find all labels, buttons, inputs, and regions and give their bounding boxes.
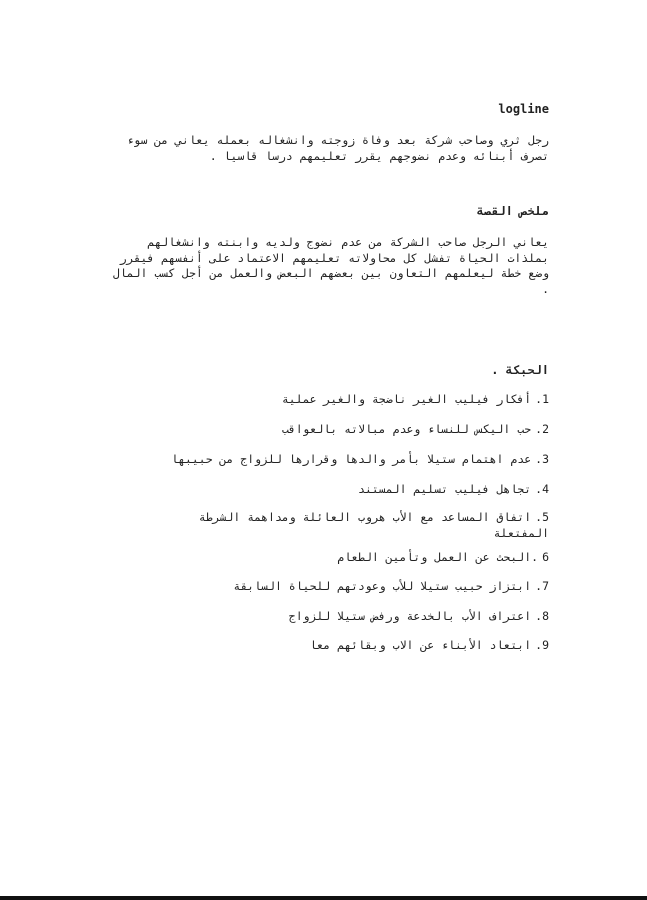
plot-item	[149, 392, 549, 408]
plot-item	[149, 638, 549, 654]
plot-item	[149, 510, 549, 541]
plot-item-number: 4.	[535, 482, 549, 496]
page-bottom-edge	[0, 896, 647, 900]
plot-item	[149, 482, 549, 498]
logline-heading: logline	[498, 102, 549, 116]
plot-item-number: 6	[542, 550, 549, 564]
plot-item-text: أفكار فيليب الغير ناضجة والغير عملية	[281, 392, 532, 406]
plot-item-number: 1.	[535, 392, 549, 406]
plot-section	[99, 362, 549, 662]
plot-item-text: اتفاق المساعد مع الأب هروب العائلة ومداهمة الشرطة المفتعلة	[198, 510, 549, 540]
plot-item-number: 3.	[535, 452, 549, 466]
plot-item	[149, 422, 549, 438]
plot-item-text: تجاهل فيليب تسليم المستند	[358, 482, 532, 496]
summary-text: يعاني الرجل صاحب الشركة من عدم نضوج ولديه وابنته وانشغالهم بملذات الحياة تفشل كل محاولاته تعليمهم الاعتماد على أنفسهم فيقرر وضع خطة ليعلمهم التعاون بين بعضهم البعض والعمل من أجل كسب المال .	[112, 235, 549, 296]
summary-heading: ملخص القصة	[476, 204, 549, 218]
plot-item-text: ابتزاز حبيب ستيلا للأب وعودتهم للحياة السابقة	[233, 579, 532, 593]
logline-section	[99, 101, 549, 164]
plot-item-text: ابتعاد الأبناء عن الاب وبقائهم معا	[309, 638, 532, 652]
plot-item-number: 8.	[535, 609, 549, 623]
plot-item-number: 9.	[535, 638, 549, 652]
plot-item-number: 2.	[535, 422, 549, 436]
plot-item	[149, 550, 549, 566]
plot-item-number: 5.	[535, 510, 549, 524]
plot-item-text: .البحث عن العمل وتأمين الطعام	[337, 550, 539, 564]
plot-heading: الحبكة .	[491, 363, 549, 377]
plot-item-text: حب اليكس للنساء وعدم مبالاته بالعواقب	[281, 422, 532, 436]
plot-item	[149, 452, 549, 468]
plot-item-text: عدم اهتمام ستيلا بأمر والدها وقرارها للزواج من حبيبها	[171, 452, 532, 466]
plot-item-text: اعتراف الأب بالخدعة ورفض ستيلا للزواج	[288, 609, 532, 623]
plot-item-number: 7.	[535, 579, 549, 593]
logline-text: رجل ثري وصاحب شركة بعد وفاة زوجته وانشغاله بعمله يعاني من سوء تصرف أبنائه وعدم نضوجهم يقرر تعليمهم درسا قاسيا .	[126, 133, 549, 163]
summary-section	[99, 203, 549, 297]
plot-item	[149, 609, 549, 625]
plot-item	[149, 579, 549, 595]
